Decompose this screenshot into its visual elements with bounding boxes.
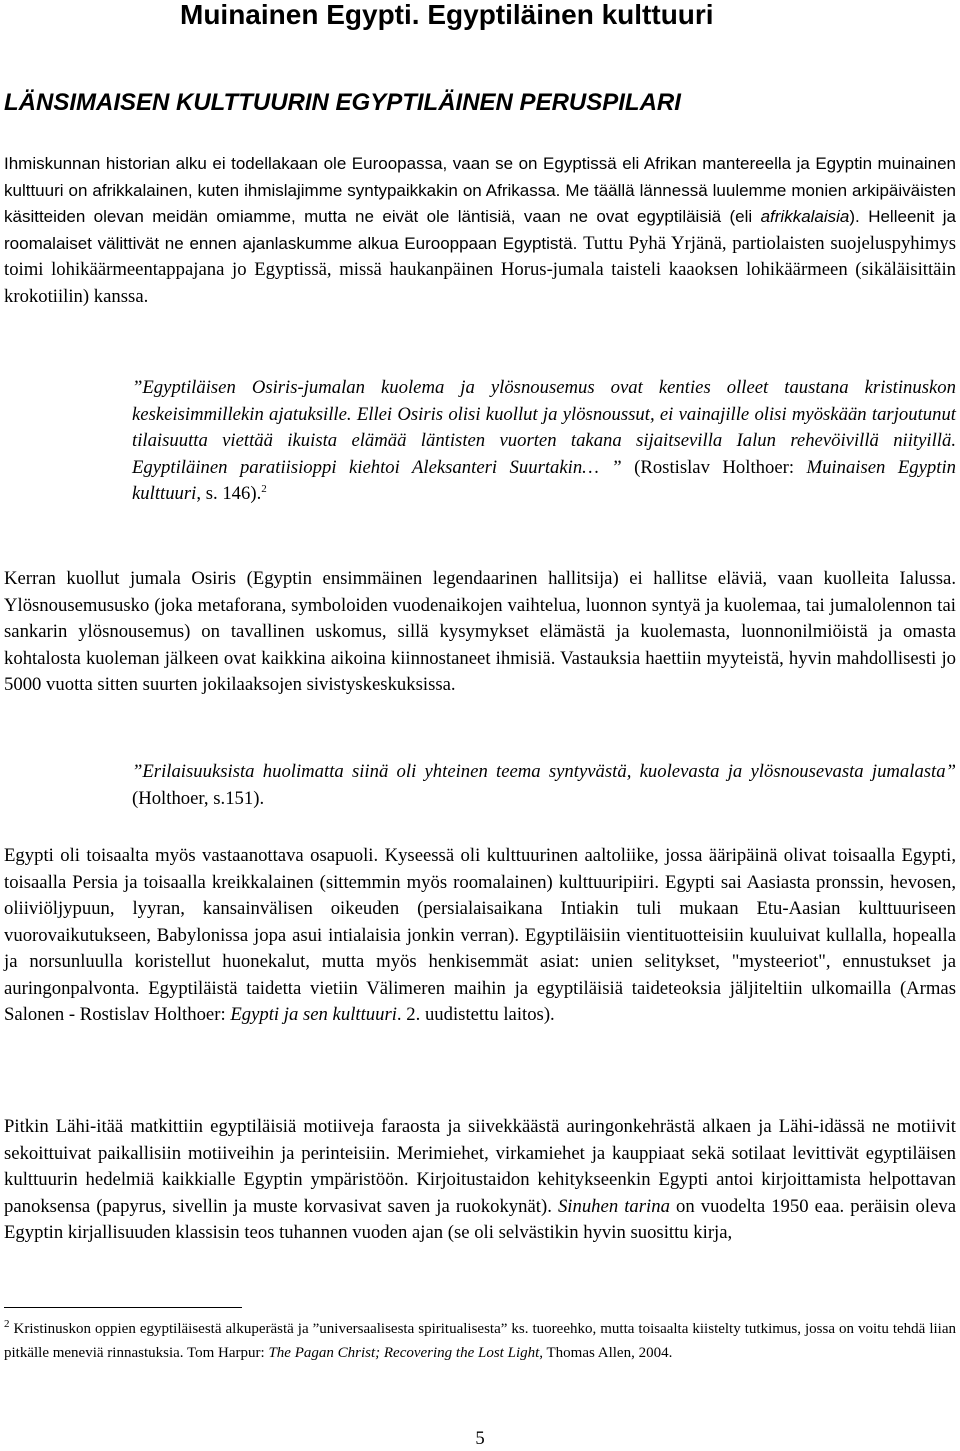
quote-osiris [132,375,956,508]
quote-holthoer [132,759,956,812]
quote-osiris-cite-post: , s. 146). [196,483,262,504]
intro-sentence-3: Helleenit ja roomalaiset välittivät ne ennen ajanlaskumme alkua Eurooppaan Egyptistä. [4,207,956,253]
exchange-book-title: Egypti ja sen kulttuuri [230,1004,397,1025]
footnote-mark: 2 [4,1318,10,1330]
paragraph-osiris: Kerran kuollut jumala Osiris (Egyptin ensimmäinen legendaarinen hallitsija) ei hallitse eläviä, vaan kuolleita Ialussa. Ylösnousemususko (joka metaforana, symboloiden vuodenaikojen vaihtelua, luonnon syntyä ja kuolemaa, tai jumalolennon tai sankarin ylösnousemus) on tavallinen uskomus, sillä kysymykset elämästä ja kuolemasta, luonnonilmiöistä ja omasta kohtalosta kuoleman jälkeen ovat kaikkina aikoina kiinnostaneet ihmisiä. Vastauksia haettiin myyteistä, hyvin mahdollisesti jo 5000 vuotta sitten suurten jokilaaksojen sivistyskeskuksissa. [4,568,956,695]
footnote-book-title: The Pagan Christ; Recovering the Lost Light [268,1345,540,1361]
exchange-text: Egypti oli toisaalta myös vastaanottava osapuoli. Kyseessä oli kulttuurinen aaltoliike, jossa ääripäinä olivat toisaalla Egypti, toisaalla Persia ja toisaalla kreikkalainen (sittemmin myös roomalainen) kulttuuripiiri. Egypti sai Aasiasta pronssin, hevosen, oliiviöljypuun, lyyran, kansainvälisen oikeuden (persialaisaikana Intiakin tuli mukaan Etu-Aasian kulttuuriseen vuorovaikutukseen, Babylonissa jopa asui intialaisia jonkin verran). Egyptiläisiin vientituotteisiin kuuluivat kullalla, hopealla ja norsunluulla koristellut huonekalut, mutta myös henkisemmät asiat: unien selitykset, "mysteeriot", ennustukset ja auringonpalvonta. Egyptiläistä taidetta vietiin Välimeren maihin ja egyptiläisiä taideteoksia jäljiteltiin ulkomailla (Armas Salonen - Rostislav Holthoer: [4,845,956,1025]
quote-holthoer-cite: (Holthoer, s.151). [132,787,265,809]
footnote [4,1317,956,1365]
intro-sentence-2b: ). [849,207,860,226]
paragraph-exchange [4,843,956,1029]
intro-sentence-1: Ihmiskunnan historian alku ei todellakaan ole Euroopassa, vaan se on Egyptissä eli Afrikan mantereella ja Egyptin muinainen kulttuuri on afrikkalainen, kuten ihmislajimme syntypaikkakin on Afrikassa. [4,154,956,200]
footnote-text-b: , Thomas Allen, 2004. [539,1345,673,1361]
quote-holthoer-text: ”Erilaisuuksista huolimatta siinä oli yhteinen teema syntyvästä, kuolevasta ja ylösnousevasta jumalasta” [132,761,956,782]
intro-italic-term: afrikkalaisia [760,207,850,226]
near-east-book-title: Sinuhen tarina [557,1195,670,1217]
intro-sentence-2a: Me täällä lännessä luulemme monien arkipäiväisten käsitteiden olevan meidän omiamme, mutta ne eivät ole läntisiä, vaan ne ovat egyptiläisiä (eli [4,180,956,226]
quote-osiris-text: ”Egyptiläisen Osiris-jumalan kuolema ja ylösnousemus ovat kenties olleet taustana kristinuskon keskeisimmillekin ajatuksille. Ellei Osiris olisi kuollut ja ylösnoussut, ei vainajille olisi myöskään tarjoutunut tilaisuutta viettää ikuista elämää läntisten vuorten takana sijaitsevilla Ialun rehevöivillä niityillä. Egyptiläinen paratiisioppi kiehtoi Aleksanteri Suurtakin… ” [132,377,956,478]
footnote-divider [4,1307,242,1308]
page-title: Muinainen Egypti. Egyptiläinen kulttuuri [180,0,714,30]
paragraph-intro [4,151,956,310]
footnote-text-a: Kristinuskon oppien egyptiläisestä alkuperästä ja ”universaalisesta spiritualisesta” ks. tuoreehko, mutta toisaalta kiistelty tutkimus, jossa on voitu tehdä liian pitkälle meneviä rinnastuksia. Tom Harpur: [4,1321,956,1361]
section-heading: LÄNSIMAISEN KULTTUURIN EGYPTILÄINEN PERUSPILARI [4,89,681,116]
exchange-post: . 2. uudistettu laitos). [396,1004,555,1025]
quote-osiris-cite-pre: (Rostislav Holthoer: [621,456,807,478]
intro-sentence-4: Tuttu Pyhä Yrjänä, partiolaisten suojeluspyhimys toimi lohikäärmeentappajana jo Egyptissä, missä haukanpäinen Horus-jumala taisteli kaaoksen lohikäärmeen (sikäläisittäin krokotiilin) kanssa. [4,232,956,307]
paragraph-near-east [4,1114,956,1247]
footnote-reference: 2 [261,482,267,495]
quote-osiris-cite-title: Muinaisen Egyptin kulttuuri [132,456,956,504]
page-number: 5 [475,1428,485,1449]
near-east-text-a: Pitkin Lähi-itää matkittiin egyptiläisiä motiiveja faraosta ja siivekkäästä auringonkehrästä alkaen ja Lähi-idässä ne motiivit sekoittuivat paikallisiin motiiveihin ja perinteisiin. Merimiehet, virkamiehet ja kauppiaat sekä sotilaat levittivät egyptiläisen kulttuurin hedelmiä kaikkialle Egyptin ympäristöön. Kirjoitustaidon kehitykseenkin Egypti antoi kirjoittamista helpottavan panoksensa (papyrus, sivellin ja muste korvasivat saven ja ruokokynät). [4,1116,956,1217]
near-east-text-b: on vuodelta 1950 eaa. peräisin oleva Egyptin kirjallisuuden klassisin teos tuhannen vuoden ajan (se oli selvästikin hyvin suosittu kirja, [4,1195,956,1243]
